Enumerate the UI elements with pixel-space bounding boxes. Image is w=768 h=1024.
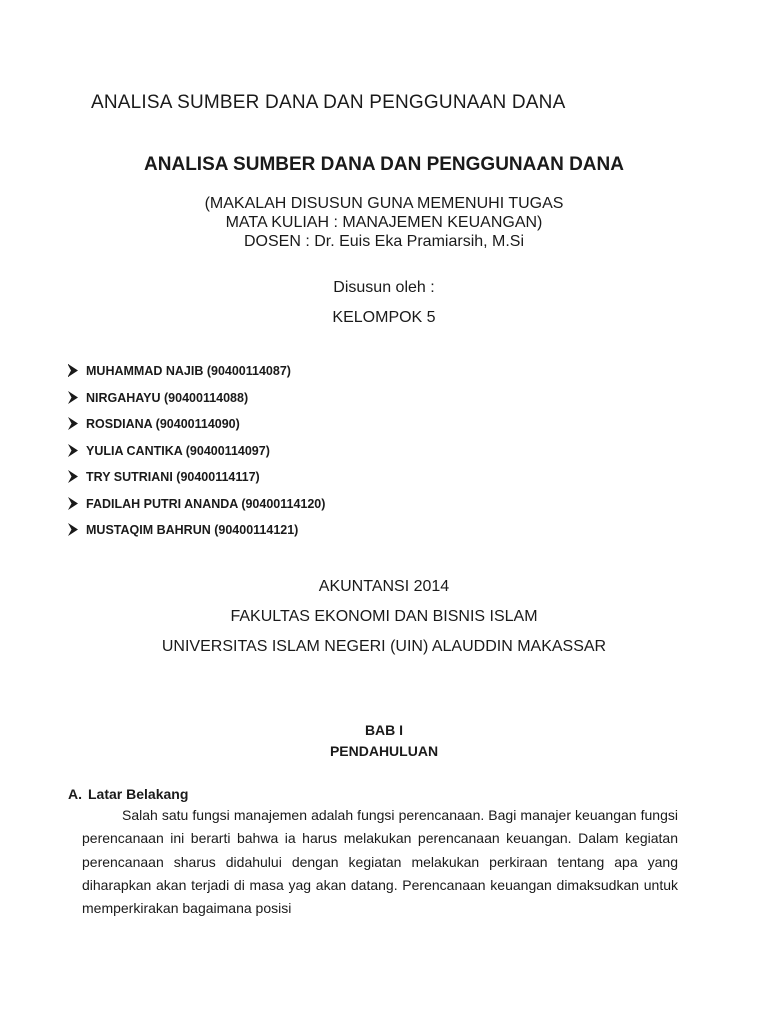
member-name: MUSTAQIM BAHRUN (90400114121)	[86, 523, 299, 537]
section-title: Latar Belakang	[88, 786, 189, 802]
list-item	[68, 444, 325, 471]
list-item	[68, 364, 325, 391]
chapter-title: PENDAHULUAN	[329, 743, 439, 759]
faculty-name: FAKULTAS EKONOMI DAN BISNIS ISLAM	[230, 608, 538, 625]
member-name: MUHAMMAD NAJIB (90400114087)	[86, 364, 291, 378]
disusun-oleh-label: Disusun oleh :	[333, 279, 435, 296]
member-name: FADILAH PUTRI ANANDA (90400114120)	[86, 496, 326, 511]
arrow-bullet-icon	[68, 391, 78, 404]
arrow-bullet-icon	[68, 497, 78, 510]
member-name: NIRGAHAYU (90400114088)	[86, 390, 249, 405]
cover-subtitle-line-3: DOSEN : Dr. Euis Eka Pramiarsih, M.Si	[243, 233, 525, 250]
cover-main-title: ANALISA SUMBER DANA DAN PENGGUNAAN DANA	[144, 154, 624, 175]
member-name: ROSDIANA (90400114090)	[86, 417, 240, 431]
arrow-bullet-icon	[68, 444, 78, 457]
section-letter: A.	[68, 786, 82, 802]
list-item	[68, 523, 325, 550]
chapter-number: BAB I	[364, 722, 404, 738]
list-item	[68, 497, 325, 524]
program-year: AKUNTANSI 2014	[318, 578, 450, 595]
list-item	[68, 417, 325, 444]
arrow-bullet-icon	[68, 364, 78, 377]
university-name: UNIVERSITAS ISLAM NEGERI (UIN) ALAUDDIN MAKASSAR	[161, 638, 607, 655]
body-paragraph: Salah satu fungsi manajemen adalah fungsi perencanaan. Bagi manajer keuangan fungsi perencanaan ini berarti bahwa ia harus melakukan perencanaan keuangan. Dalam kegiatan perencanaan sharus didahului dengan kegiatan melakukan perkiraan tentang apa yang diharapkan akan terjadi di masa yag akan datang. Perencanaan keuangan dimaksudkan untuk memperkirakan bagaimana posisi	[82, 807, 678, 917]
arrow-bullet-icon	[68, 523, 78, 536]
section-heading	[68, 786, 188, 802]
member-name: TRY SUTRIANI (90400114117)	[86, 470, 260, 484]
list-item	[68, 391, 325, 418]
arrow-bullet-icon	[68, 417, 78, 430]
group-label: KELOMPOK 5	[332, 309, 436, 326]
document-header-title: ANALISA SUMBER DANA DAN PENGGUNAAN DANA	[91, 92, 566, 113]
member-list	[68, 364, 325, 550]
list-item	[68, 470, 325, 497]
member-name: YULIA CANTIKA (90400114097)	[86, 443, 270, 458]
arrow-bullet-icon	[68, 470, 78, 483]
cover-subtitle-line-1: (MAKALAH DISUSUN GUNA MEMENUHI TUGAS	[204, 195, 564, 212]
cover-subtitle-line-2: MATA KULIAH : MANAJEMEN KEUANGAN)	[225, 214, 543, 231]
